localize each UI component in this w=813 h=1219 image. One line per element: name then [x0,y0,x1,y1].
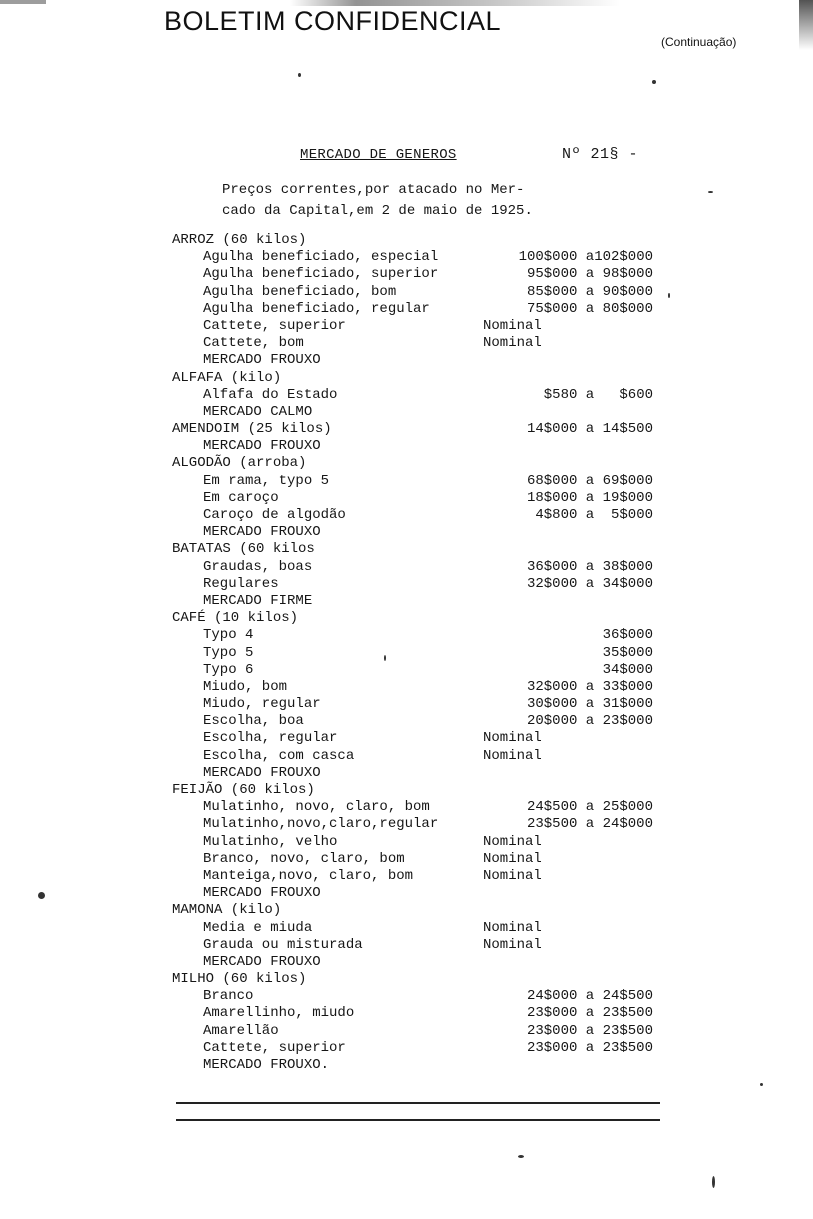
item-row [0,748,813,765]
item-nominal: Nominal [483,730,542,747]
category-name: BATATAS (60 kilos [172,541,315,558]
divider-line [176,1119,660,1121]
item-price: 95$000 a 98$000 [526,266,653,283]
item-name: Em caroço [203,489,279,506]
item-name: Amarellinho, miudo [203,1005,355,1022]
item-name: Regulares [203,575,279,592]
item-price: 14$000 a 14$500 [526,421,653,438]
item-row [0,765,813,782]
category-name: AMENDOIM (25 kilos) [172,421,332,438]
item-name: Branco, novo, claro, bom [203,850,405,867]
item-name: MERCADO FROUXO. [203,1057,330,1073]
item-row [0,559,813,576]
item-name: Mulatinho, velho [203,833,338,850]
scan-speck [712,1176,715,1188]
item-price: 34$000 [602,661,653,678]
item-row [0,627,813,644]
category-row [0,610,813,627]
continuation-label: (Continuação) [661,35,737,49]
item-row [0,851,813,868]
item-row [0,834,813,851]
scan-speck [668,293,670,298]
item-row [0,438,813,455]
price-list [0,232,813,1074]
item-row [0,1005,813,1022]
category-row [0,541,813,558]
item-price: 35$000 [602,644,653,661]
item-name: MERCADO FROUXO [203,438,321,455]
item-row [0,988,813,1005]
item-row [0,645,813,662]
item-row [0,301,813,318]
item-name: Manteiga,novo, claro, bom [203,867,414,884]
item-price: 75$000 a 80$000 [526,300,653,317]
category-row [0,421,813,438]
item-nominal: Nominal [483,850,542,867]
item-name: Cattete, superior [203,317,346,334]
item-nominal: Nominal [483,919,542,936]
item-name: Agulha beneficiado, especial [203,249,439,266]
category-name: ALFAFA (kilo) [172,369,282,386]
category-name: CAFÉ (10 kilos) [172,610,299,627]
scan-speck [652,80,656,84]
item-row [0,335,813,352]
item-row [0,249,813,266]
item-name: Typo 6 [203,661,254,678]
item-price: 23$000 a 23$500 [526,1022,653,1039]
category-row [0,370,813,387]
category-name: FEIJÃO (60 kilos) [172,782,315,798]
item-nominal: Nominal [483,936,542,953]
item-price: 100$000 a102$000 [518,249,653,266]
item-row [0,662,813,679]
item-row [0,507,813,524]
scan-speck [708,191,713,193]
item-row [0,490,813,507]
item-row [0,1023,813,1040]
item-price: $580 a $600 [543,386,653,403]
item-row [0,954,813,971]
item-price: 36$000 a 38$000 [526,558,653,575]
category-row [0,455,813,472]
item-name: Miudo, regular [203,696,321,713]
category-name: MILHO (60 kilos) [172,971,307,988]
item-name: Typo 5 [203,644,254,661]
item-row [0,593,813,610]
item-price: 23$000 a 23$500 [526,1005,653,1022]
item-name: MERCADO CALMO [203,403,313,420]
item-row [0,868,813,885]
scan-speck [38,892,45,899]
item-name: Mulatinho,novo,claro,regular [203,816,439,833]
item-name: MERCADO FIRME [203,592,313,609]
item-name: Cattete, bom [203,335,304,352]
item-price: 24$000 a 24$500 [526,988,653,1005]
intro-paragraph: Preços correntes,por atacado no Mer- cado da Capital,em 2 de maio de 1925. [222,182,533,219]
category-row [0,782,813,799]
bulletin-number: Nº 21§ - [562,146,639,163]
item-row [0,1040,813,1057]
item-name: Cattete, superior [203,1039,346,1056]
item-name: Em rama, typo 5 [203,472,330,489]
item-name: Escolha, com casca [203,747,355,764]
item-price: 18$000 a 19$000 [526,489,653,506]
item-name: Alfafa do Estado [203,386,338,403]
item-price: 23$000 a 23$500 [526,1039,653,1056]
item-row [0,576,813,593]
scan-speck [760,1083,763,1086]
item-name: Graudas, boas [203,558,313,575]
category-name: ALGODÃO (arroba) [172,455,307,472]
item-name: Media e miuda [203,919,313,936]
item-price: 23$500 a 24$000 [526,816,653,833]
item-name: MERCADO FROUXO [203,953,321,970]
item-row [0,404,813,421]
item-row [0,696,813,713]
item-nominal: Nominal [483,867,542,884]
item-price: 24$500 a 25$000 [526,799,653,816]
item-price: 36$000 [602,627,653,644]
bulletin-title: BOLETIM CONFIDENCIAL [164,6,502,36]
item-row [0,937,813,954]
item-nominal: Nominal [483,747,542,764]
item-row [0,713,813,730]
item-name: Escolha, regular [203,730,338,747]
item-price: 30$000 a 31$000 [526,696,653,713]
item-row [0,387,813,404]
item-name: MERCADO FROUXO [203,885,321,902]
item-nominal: Nominal [483,317,542,334]
item-name: Agulha beneficiado, superior [203,266,439,283]
item-name: Mulatinho, novo, claro, bom [203,799,430,816]
item-name: Caroço de algodão [203,507,346,523]
item-row [0,1057,813,1074]
category-row [0,232,813,249]
item-name: Grauda ou misturada [203,936,363,953]
divider-line [176,1102,660,1104]
item-row [0,524,813,541]
item-name: Branco [203,988,254,1005]
item-name: MERCADO FROUXO [203,352,321,369]
item-price: 32$000 a 34$000 [526,575,653,592]
item-name: Amarellão [203,1022,279,1039]
item-name: Typo 4 [203,627,254,644]
item-row [0,885,813,902]
item-name: Miudo, bom [203,678,288,695]
item-nominal: Nominal [483,833,542,850]
category-name: MAMONA (kilo) [172,902,282,919]
category-row [0,902,813,919]
category-name: ARROZ (60 kilos) [172,232,307,248]
item-row [0,920,813,937]
scan-speck [384,655,386,661]
item-row [0,473,813,490]
scan-artifact [799,0,813,50]
scan-artifact [0,0,46,4]
item-name: Agulha beneficiado, bom [203,283,397,300]
item-name: MERCADO FROUXO [203,764,321,781]
scan-speck [518,1155,524,1158]
item-nominal: Nominal [483,335,542,352]
scan-speck [298,73,301,77]
item-name: MERCADO FROUXO [203,524,321,541]
item-row [0,284,813,301]
item-row [0,799,813,816]
item-name: Escolha, boa [203,713,304,730]
item-price: 68$000 a 69$000 [526,472,653,489]
item-row [0,266,813,283]
item-row [0,816,813,833]
item-price: 85$000 a 90$000 [526,283,653,300]
item-name: Agulha beneficiado, regular [203,300,430,317]
item-row [0,730,813,747]
section-title: MERCADO DE GENEROS [300,147,457,163]
item-row [0,352,813,369]
category-row [0,971,813,988]
item-price: 4$800 a 5$000 [535,507,653,523]
item-row [0,318,813,335]
item-row [0,679,813,696]
item-price: 20$000 a 23$000 [526,713,653,730]
item-price: 32$000 a 33$000 [526,678,653,695]
